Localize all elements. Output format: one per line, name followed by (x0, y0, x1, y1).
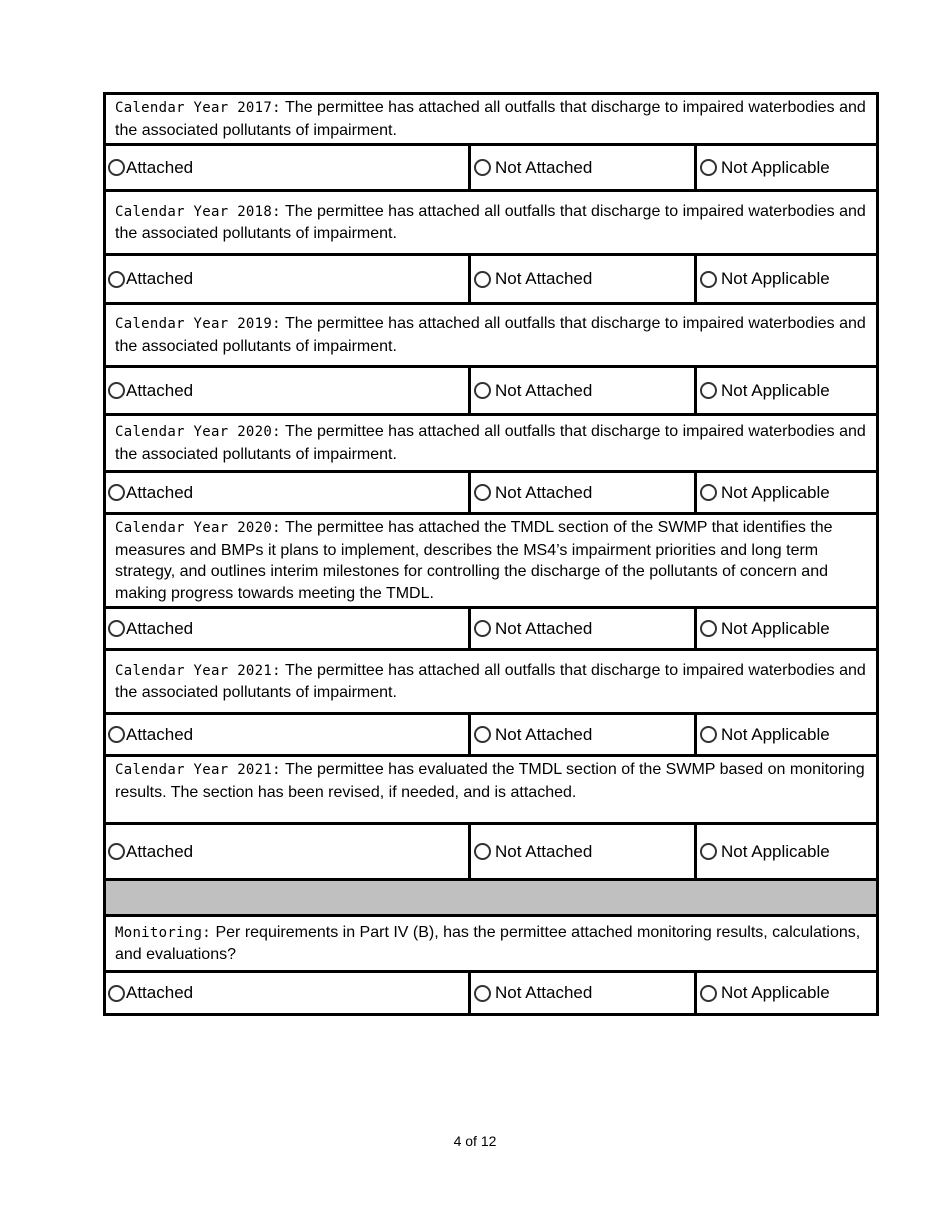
attached-option[interactable] (105, 714, 470, 756)
question-cell (105, 650, 878, 714)
question-row (105, 650, 878, 714)
radio-button-icon[interactable] (700, 382, 717, 399)
question-cell (105, 415, 878, 472)
attached-option[interactable] (105, 255, 470, 304)
question-cell (105, 756, 878, 824)
not-attached-option[interactable] (470, 824, 696, 880)
not-attached-option[interactable] (470, 472, 696, 514)
not-attached-label: Not Attached (495, 983, 593, 1002)
not-applicable-option[interactable] (696, 255, 878, 304)
not-applicable-option[interactable] (696, 472, 878, 514)
attached-label: Attached (126, 618, 194, 638)
not-applicable-label: Not Applicable (721, 157, 830, 177)
not-attached-option[interactable] (470, 608, 696, 650)
question-row (105, 514, 878, 608)
answer-row (105, 367, 878, 415)
attached-option[interactable] (105, 145, 470, 191)
question-lead: Calendar Year 2017: (115, 100, 281, 116)
attached-option[interactable] (105, 472, 470, 514)
question-text: The permittee has attached all outfalls that discharge to impaired waterbodies and the associated pollutants of impairment. (115, 99, 866, 139)
question-lead: Calendar Year 2020: (115, 424, 281, 440)
question-row (105, 191, 878, 255)
answer-row (105, 824, 878, 880)
attached-label: Attached (126, 983, 194, 1002)
not-attached-option[interactable] (470, 714, 696, 756)
not-attached-label: Not Attached (495, 841, 593, 861)
question-cell (105, 191, 878, 255)
question-text: Per requirements in Part IV (B), has the permittee attached monitoring results, calculations, and evaluations? (115, 923, 861, 963)
radio-button-icon[interactable] (474, 484, 491, 501)
question-text: The permittee has evaluated the TMDL section of the SWMP based on monitoring results. The section has been revised, if needed, and is attached. (115, 761, 865, 801)
not-applicable-label: Not Applicable (721, 482, 830, 502)
question-row (105, 415, 878, 472)
radio-button-icon[interactable] (700, 843, 717, 860)
radio-button-icon[interactable] (474, 382, 491, 399)
radio-button-icon[interactable] (108, 620, 125, 637)
radio-button-icon[interactable] (700, 726, 717, 743)
question-text: The permittee has attached all outfalls that discharge to impaired waterbodies and the associated pollutants of impairment. (115, 315, 866, 355)
question-cell (105, 916, 878, 972)
radio-button-icon[interactable] (474, 843, 491, 860)
not-applicable-option[interactable] (696, 714, 878, 756)
question-cell (105, 304, 878, 367)
question-row (105, 756, 878, 824)
not-applicable-option[interactable] (696, 367, 878, 415)
not-applicable-option[interactable] (696, 608, 878, 650)
attached-label: Attached (126, 157, 194, 177)
question-lead: Calendar Year 2020: (115, 520, 281, 536)
radio-button-icon[interactable] (700, 985, 717, 1002)
radio-button-icon[interactable] (474, 159, 491, 176)
not-applicable-option[interactable] (696, 972, 878, 1015)
not-attached-label: Not Attached (495, 269, 593, 288)
radio-button-icon[interactable] (700, 271, 717, 288)
not-applicable-label: Not Applicable (721, 269, 830, 288)
question-lead: Calendar Year 2021: (115, 762, 281, 778)
answer-row (105, 472, 878, 514)
attached-label: Attached (126, 724, 194, 744)
question-text: The permittee has attached all outfalls that discharge to impaired waterbodies and the associated pollutants of impairment. (115, 661, 866, 701)
radio-button-icon[interactable] (108, 726, 125, 743)
not-attached-label: Not Attached (495, 482, 593, 502)
attached-label: Attached (126, 482, 194, 502)
not-attached-option[interactable] (470, 972, 696, 1015)
radio-button-icon[interactable] (474, 726, 491, 743)
section-divider-row (105, 880, 878, 916)
not-applicable-option[interactable] (696, 824, 878, 880)
radio-button-icon[interactable] (700, 484, 717, 501)
not-applicable-label: Not Applicable (721, 983, 830, 1002)
question-row (105, 304, 878, 367)
question-cell (105, 94, 878, 145)
question-lead: Calendar Year 2021: (115, 662, 281, 679)
radio-button-icon[interactable] (474, 271, 491, 288)
radio-button-icon[interactable] (700, 620, 717, 637)
not-attached-label: Not Attached (495, 618, 593, 638)
answer-row (105, 255, 878, 304)
question-row (105, 94, 878, 145)
attached-option[interactable] (105, 367, 470, 415)
attached-label: Attached (126, 380, 194, 400)
radio-button-icon[interactable] (108, 484, 125, 501)
question-text: The permittee has attached the TMDL section of the SWMP that identifies the measures and BMPs it plans to implement, describes the MS4’s impairment priorities and long term strategy, and outlines interim milestones for controlling the discharge of the pollutants of concern and making progress towards meeting the TMDL. (115, 519, 833, 602)
not-attached-label: Not Attached (495, 724, 593, 744)
answer-row (105, 608, 878, 650)
not-attached-label: Not Attached (495, 380, 593, 400)
question-lead: Monitoring: (115, 924, 212, 941)
attached-label: Attached (126, 841, 194, 861)
not-attached-option[interactable] (470, 255, 696, 304)
not-attached-option[interactable] (470, 367, 696, 415)
not-applicable-label: Not Applicable (721, 841, 830, 861)
section-divider (105, 880, 878, 916)
radio-button-icon[interactable] (474, 620, 491, 637)
page-number: 4 of 12 (453, 1133, 497, 1149)
answer-row (105, 972, 878, 1015)
not-applicable-label: Not Applicable (721, 618, 830, 638)
radio-button-icon[interactable] (108, 843, 125, 860)
question-text: The permittee has attached all outfalls that discharge to impaired waterbodies and the associated pollutants of impairment. (115, 423, 866, 463)
question-cell (105, 514, 878, 608)
not-applicable-option[interactable] (696, 145, 878, 191)
radio-button-icon[interactable] (108, 271, 125, 288)
attached-label: Attached (126, 269, 194, 288)
not-attached-label: Not Attached (495, 157, 593, 177)
not-applicable-label: Not Applicable (721, 724, 830, 744)
radio-button-icon[interactable] (474, 985, 491, 1002)
permit-checklist-table (103, 92, 879, 1016)
not-applicable-label: Not Applicable (721, 380, 830, 400)
not-attached-option[interactable] (470, 145, 696, 191)
radio-button-icon[interactable] (108, 382, 125, 399)
attached-option[interactable] (105, 972, 470, 1015)
radio-button-icon[interactable] (108, 985, 125, 1002)
attached-option[interactable] (105, 824, 470, 880)
attached-option[interactable] (105, 608, 470, 650)
question-lead: Calendar Year 2019: (115, 316, 281, 332)
question-row (105, 916, 878, 972)
question-lead: Calendar Year 2018: (115, 203, 281, 220)
radio-button-icon[interactable] (108, 159, 125, 176)
answer-row (105, 145, 878, 191)
question-text: The permittee has attached all outfalls that discharge to impaired waterbodies and the associated pollutants of impairment. (115, 202, 866, 242)
answer-row (105, 714, 878, 756)
radio-button-icon[interactable] (700, 159, 717, 176)
